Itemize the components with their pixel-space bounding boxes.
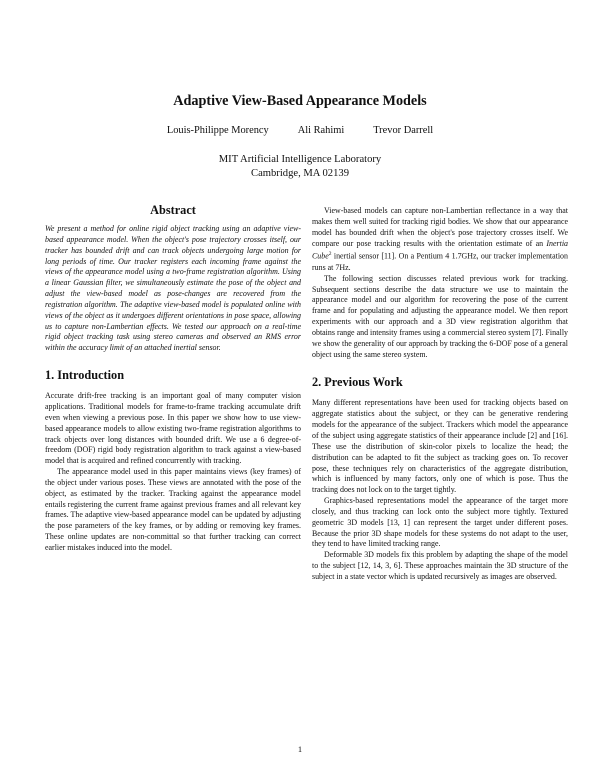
- section-heading-previous-work: 2. Previous Work: [312, 375, 403, 390]
- abstract-heading: Abstract: [150, 203, 196, 217]
- sensor-name: Inertia Cube: [312, 238, 568, 262]
- affiliation-location: Cambridge, MA 02139: [251, 168, 349, 179]
- sensor-superscript: 2: [328, 251, 332, 258]
- previous-work-paragraph: Many different representations have been used for tracking objects based on aggregate statistics about the subject, or they can be generative rendering models for the appearance of the subject. Trackers which model the appearance of the subject using aggregate statistics of their appearance include [2] and [16]. These use the distribution of skin-color pixels to localize the head; the distribution can be adapted to fit the subject as tracking goes on. To recover pose, these techniques rely on characteristics of the aggregate distribution, which is influenced by many factors, only one of which is pose. Thus the tracking does not lock on to the target tightly.: [312, 398, 568, 495]
- section-heading-introduction: 1. Introduction: [45, 368, 125, 383]
- left-column: [45, 203, 301, 554]
- author-name: Ali Rahimi: [297, 125, 345, 136]
- intro-paragraph: Accurate drift-free tracking is an important goal of many computer vision applications. Traditional models for frame-to-frame tracking accumulate drift even when viewing a previous pose. In this paper we show how to use view-based appearance models to allow existing two-frame registration algorithms to track objects over long distances with bounded drift. We use a 6 degree-of-freedom (DOF) rigid body registration algorithm to track against a view-based model that is acquired and refined concurrently with tracking.: [45, 391, 301, 466]
- right-paragraph: The following section discusses related previous work for tracking. Subsequent sections describe the data structure we use to maintain the appearance model and our algorithm for recovering the pose of the current frame and for populating and adjusting the appearance model. We then report experiments with our approach and a 3D view registration algorithm that obtains range and intensity frames using a commercial stereo system [7]. Finally we show the generality of our approach by tracking the 6-DOF pose of a general object using the same stereo system.: [312, 273, 568, 359]
- page-number: 1: [297, 744, 303, 754]
- affiliation: MIT Artificial Intelligence Laboratory: [218, 154, 382, 165]
- author-list: [0, 125, 600, 136]
- abstract-text: We present a method for online rigid object tracking using an adaptive view-based appearance model. When the object's pose trajectory crosses itself, our tracker has bounded drift and can track objects undergoing large motion for long periods of time. Our tracker registers each incoming frame against the views of the appearance model using a two-frame registration algorithm. Using a linear Gaussian filter, we simultaneously estimate the pose of the object and adjust the view-based model as pose-changes are recovered from the registration algorithm. The adaptive view-based model is populated online with views of the object as it undergoes different orientations in pose space, allowing us to capture non-Lambertian effects. We tested our approach on a real-time rigid object tracking task using stereo cameras and observed an RMS error within the accuracy limit of an attached inertial sensor.: [45, 224, 301, 353]
- right-column: [312, 206, 568, 583]
- right-paragraph: [312, 206, 568, 274]
- author-name: Louis-Philippe Morency: [166, 125, 269, 136]
- paper-title: Adaptive View-Based Appearance Models: [173, 93, 427, 109]
- right-paragraph-text: inertial sensor [11]. On a Pentium 4 1.7GHz, our tracker implementation runs at 7Hz.: [312, 252, 568, 272]
- right-paragraph-text: View-based models can capture non-Lambertian reflectance in a way that makes them well suited for tracking rigid bodies. We show that our appearance model has bounded drift when the object's pose trajectory crosses itself. We compare our pose tracking results with the orientation estimate of an: [312, 206, 568, 248]
- intro-paragraph: The appearance model used in this paper maintains views (key frames) of the object under various poses. These views are annotated with the pose of the object, as estimated by the tracker. Tracking against the appearance model entails registering the current frame against previous frames and all relevant key frames. The adaptive view-based appearance model can be updated by adjusting the pose parameters of the key frames, or by adding or removing key frames. These online updates are non-committal so that further tracking can correct earlier mistakes induced into the model.: [45, 467, 301, 552]
- previous-work-paragraph: Graphics-based representations model the appearance of the target more closely, and thus tracking can lock onto the subject more tightly. Textured geometric 3D models [13, 1] can represent the target under different poses. Because the prior 3D shape models for these systems do not adapt to the user, they tend to have limited tracking range.: [312, 496, 568, 549]
- author-name: Trevor Darrell: [373, 125, 434, 136]
- previous-work-paragraph: Deformable 3D models fix this problem by adapting the shape of the model to the subject [12, 14, 3, 6]. These approaches maintain the 3D structure of the subject in a state vector which is updated recursively as images are observed.: [312, 550, 568, 581]
